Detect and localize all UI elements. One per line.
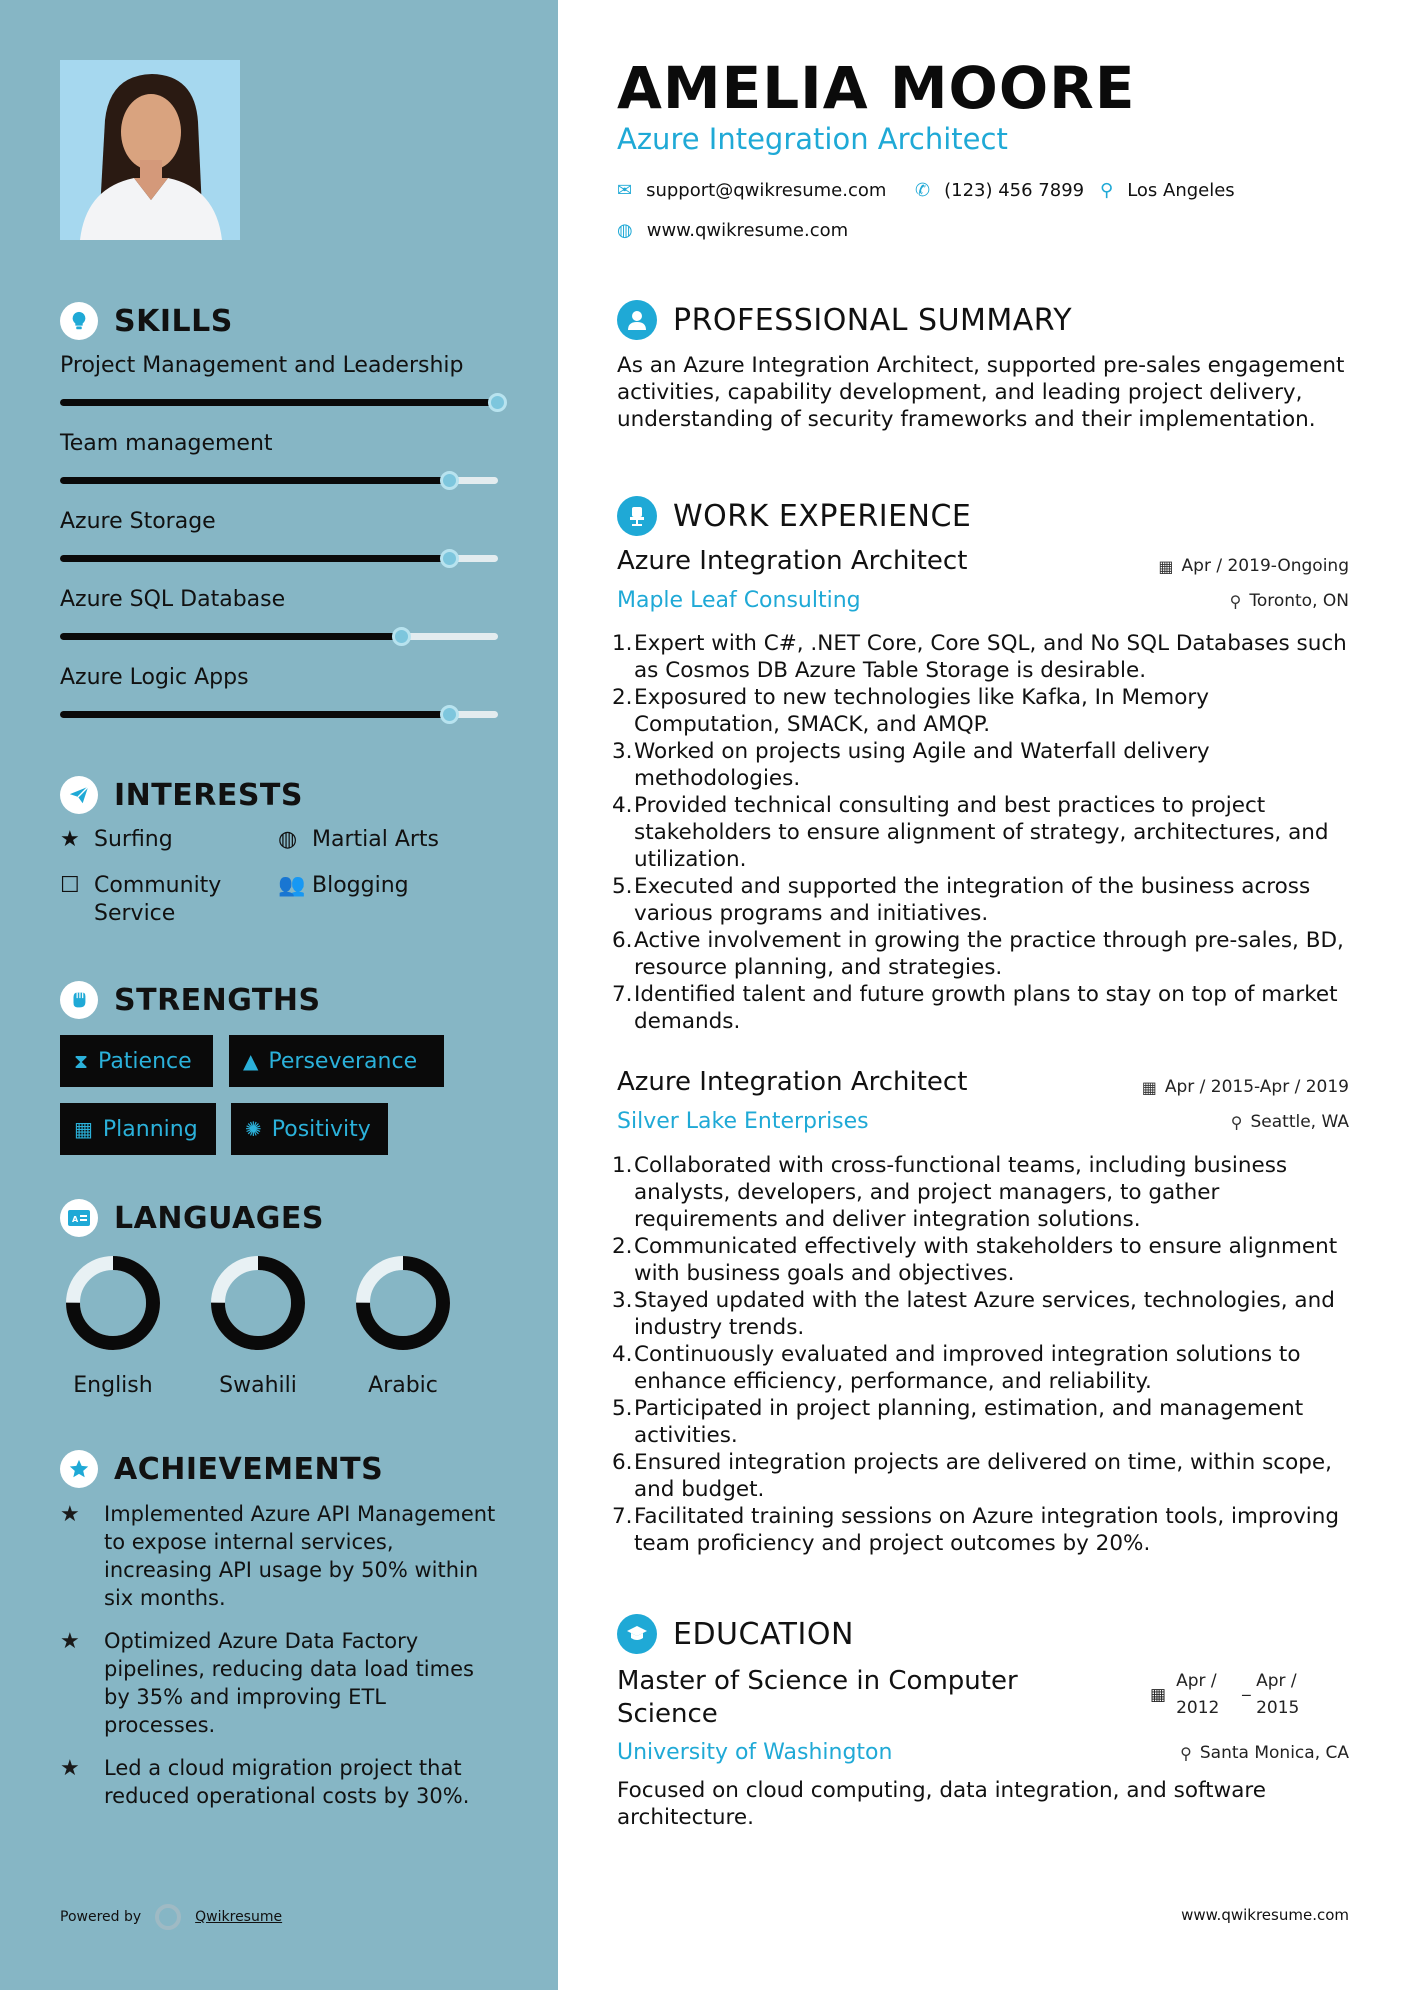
candidate-role: Azure Integration Architect	[617, 122, 1008, 156]
job-dates-text: Apr / 2019-Ongoing	[1181, 556, 1349, 576]
list-item-text: Continuously evaluated and improved integration solutions to enhance efficiency, performance, and reliability.	[634, 1342, 1301, 1394]
skills-heading	[60, 302, 233, 340]
globe-icon: ◍	[617, 220, 633, 241]
svg-text:A: A	[72, 1215, 79, 1224]
education-heading	[617, 1614, 854, 1654]
list-item-text: Exposured to new technologies like Kafka, In Memory Computation, SMACK, and AMQP.	[634, 685, 1209, 737]
skill-bar-knob	[488, 393, 507, 412]
language-card-icon	[60, 1199, 98, 1237]
skill-bar-fill	[60, 555, 450, 562]
briefcase-chair-icon	[617, 496, 657, 536]
sun-icon: ✺	[245, 1117, 262, 1141]
pin-icon: ⚲	[1229, 591, 1242, 611]
job-title: Azure Integration Architect	[617, 546, 968, 576]
list-item	[612, 684, 1347, 738]
skill-bar	[60, 555, 498, 562]
pin-icon: ⚲	[1180, 1743, 1192, 1763]
calendar-icon: ▦	[1158, 556, 1174, 576]
list-item-text: Stayed updated with the latest Azure services, technologies, and industry trends.	[634, 1288, 1335, 1340]
interest-item	[278, 826, 439, 854]
profile-photo	[60, 60, 240, 240]
powered-by	[60, 1904, 282, 1930]
shooting-star-icon: ★	[60, 1756, 80, 1781]
summary-text: As an Azure Integration Architect, supported pre-sales engagement activities, capability development, and leading project delivery, understanding of security frameworks and their implementation.	[617, 353, 1345, 432]
skill-name: Azure SQL Database	[60, 587, 286, 612]
interest-label: Martial Arts	[312, 827, 440, 852]
education-title: EDUCATION	[673, 1616, 854, 1652]
calendar-icon: ▦	[74, 1117, 93, 1141]
list-item	[612, 630, 1347, 684]
interest-item	[60, 826, 173, 854]
interests-heading	[60, 776, 303, 814]
language-label: English	[73, 1373, 153, 1398]
interest-label: Surfing	[94, 827, 173, 852]
hand-icon: ☐	[60, 873, 80, 898]
language-item	[58, 1253, 168, 1398]
degree-title: Master of Science in Computer Science	[617, 1666, 1018, 1729]
skill-name: Azure Logic Apps	[60, 665, 249, 690]
strengths-heading	[60, 981, 321, 1019]
list-number: 2.	[612, 685, 633, 710]
calendar-icon: ▦	[1150, 1685, 1167, 1705]
hourglass-icon: ⧗	[74, 1049, 89, 1073]
list-number: 4.	[612, 793, 633, 818]
list-item	[612, 1287, 1347, 1341]
list-number: 2.	[612, 1234, 633, 1259]
achievement-item	[60, 1500, 500, 1612]
job-company: Silver Lake Enterprises	[617, 1109, 869, 1134]
strengths-title: STRENGTHS	[114, 982, 321, 1018]
list-item-text: Executed and supported the integration of the business across various programs and initiatives.	[634, 874, 1311, 926]
strength-badge	[60, 1103, 216, 1155]
strength-badge	[60, 1035, 213, 1087]
list-number: 4.	[612, 1342, 633, 1367]
education-location	[1180, 1743, 1349, 1763]
pin-icon: ⚲	[1230, 1112, 1243, 1132]
shooting-star-icon: ★	[60, 1629, 80, 1654]
phone-text: (123) 456 7899	[944, 180, 1085, 201]
list-item	[612, 1341, 1347, 1395]
experience-title: WORK EXPERIENCE	[673, 498, 972, 534]
strength-label: Planning	[102, 1116, 198, 1142]
job-title: Azure Integration Architect	[617, 1067, 968, 1097]
contact-location	[1100, 180, 1235, 201]
profile-photo-image	[60, 60, 240, 240]
skill-name: Team management	[60, 431, 273, 456]
date-separator: _	[1242, 1677, 1251, 1697]
skill-bar-fill	[60, 711, 450, 718]
skill-bar	[60, 711, 498, 718]
calendar-icon: ▦	[1141, 1077, 1157, 1097]
list-item-text: Active involvement in growing the practice through pre-sales, BD, resource planning, and strategies.	[634, 928, 1344, 980]
interest-label: Blogging	[312, 873, 409, 898]
envelope-icon: ✉	[617, 180, 633, 201]
list-number: 3.	[612, 1288, 633, 1313]
user-icon	[617, 300, 657, 340]
skill-bar-knob	[440, 705, 459, 724]
qwikresume-link[interactable]: Qwikresume	[195, 1909, 283, 1925]
skills-title: SKILLS	[114, 303, 233, 339]
achievement-text: Optimized Azure Data Factory pipelines, reducing data load times by 35% and improving ETL processes.	[104, 1629, 474, 1737]
education-start-date: Apr / 2012	[1176, 1671, 1220, 1718]
summary-title: PROFESSIONAL SUMMARY	[673, 302, 1073, 338]
achievement-item	[60, 1754, 500, 1810]
sidebar	[0, 0, 558, 1990]
list-number: 1.	[612, 1153, 633, 1178]
email-text: support@qwikresume.com	[646, 180, 887, 201]
experience-heading	[617, 496, 971, 536]
education-location-text: Santa Monica, CA	[1199, 1743, 1349, 1763]
list-item	[612, 981, 1347, 1035]
list-item	[612, 873, 1347, 927]
footer-website[interactable]: www.qwikresume.com	[1181, 1906, 1349, 1924]
achievement-text: Led a cloud migration project that reduced operational costs by 30%.	[104, 1756, 470, 1808]
list-number: 7.	[612, 1504, 633, 1529]
interest-item	[60, 872, 260, 928]
job-bullets	[612, 1152, 1347, 1557]
language-level-ring	[208, 1253, 308, 1353]
skill-bar-fill	[60, 399, 498, 406]
achievements-heading	[60, 1450, 383, 1488]
skill-bar-fill	[60, 477, 450, 484]
education-end-date: Apr / 2015	[1256, 1671, 1300, 1718]
language-level-ring	[63, 1253, 163, 1353]
school-name: University of Washington	[617, 1740, 893, 1765]
list-item	[612, 927, 1347, 981]
achievements-title: ACHIEVEMENTS	[114, 1451, 384, 1487]
list-item-text: Facilitated training sessions on Azure integration tools, improving team proficiency and project outcomes by 20%.	[634, 1504, 1340, 1556]
language-label: Arabic	[368, 1373, 438, 1398]
list-number: 5.	[612, 1396, 633, 1421]
users-icon: 👥	[278, 873, 306, 898]
list-item	[612, 1233, 1347, 1287]
phone-icon: ✆	[915, 180, 931, 201]
list-item	[612, 1152, 1347, 1233]
fist-icon	[60, 981, 98, 1019]
list-number: 6.	[612, 1450, 633, 1475]
language-label: Swahili	[219, 1373, 297, 1398]
education-description: Focused on cloud computing, data integration, and software architecture.	[617, 1778, 1266, 1830]
skill-bar-fill	[60, 633, 402, 640]
list-item	[612, 1503, 1347, 1557]
globe-icon: ◍	[278, 827, 298, 852]
list-item	[612, 1395, 1347, 1449]
list-item-text: Provided technical consulting and best practices to project stakeholders to ensure alignment of strategy, architectures, and utilization.	[634, 793, 1329, 872]
skill-bar	[60, 477, 498, 484]
achievement-text: Implemented Azure API Management to expose internal services, increasing API usage by 50% within six months.	[104, 1502, 496, 1610]
star-badge-icon	[60, 1450, 98, 1488]
skill-name: Azure Storage	[60, 509, 216, 534]
skill-bar-knob	[440, 471, 459, 490]
strength-badge	[231, 1103, 388, 1155]
list-number: 6.	[612, 928, 633, 953]
language-item	[203, 1253, 313, 1398]
skill-bar-knob	[392, 627, 411, 646]
contact-phone[interactable]	[915, 180, 1084, 201]
map-pin-icon: ⚲	[1100, 180, 1114, 201]
list-number: 1.	[612, 631, 633, 656]
summary-heading	[617, 300, 1072, 340]
interest-item	[278, 872, 409, 900]
strength-label: Perseverance	[268, 1048, 418, 1074]
skill-name: Project Management and Leadership	[60, 353, 464, 378]
powered-by-label: Powered by	[60, 1909, 142, 1925]
education-dates	[1150, 1668, 1312, 1722]
job-company: Maple Leaf Consulting	[617, 588, 861, 613]
list-item	[612, 738, 1347, 792]
list-item	[612, 792, 1347, 873]
list-item	[612, 1449, 1347, 1503]
list-number: 3.	[612, 739, 633, 764]
language-level-ring	[353, 1253, 453, 1353]
achievement-item	[60, 1627, 500, 1739]
strength-badge	[229, 1035, 444, 1087]
language-item	[348, 1253, 458, 1398]
paper-plane-icon	[60, 776, 98, 814]
job-dates-text: Apr / 2015-Apr / 2019	[1164, 1077, 1349, 1097]
qwikresume-logo-icon	[155, 1904, 181, 1930]
website-text: www.qwikresume.com	[646, 220, 849, 241]
list-item-text: Expert with C#, .NET Core, Core SQL, and No SQL Databases such as Cosmos DB Azure Table Storage is desirable.	[634, 631, 1347, 683]
list-number: 5.	[612, 874, 633, 899]
shooting-star-icon: ★	[60, 1502, 80, 1527]
skill-bar-knob	[440, 549, 459, 568]
skill-bar	[60, 399, 498, 406]
candidate-name: AMELIA MOORE	[617, 54, 1136, 122]
star-icon: ★	[60, 827, 80, 852]
list-item-text: Participated in project planning, estimation, and management activities.	[634, 1396, 1304, 1448]
lightbulb-icon	[60, 302, 98, 340]
location-text: Los Angeles	[1127, 180, 1235, 201]
list-item-text: Collaborated with cross-functional teams, including business analysts, developers, and project managers, to gather requirements and deliver integration solutions.	[634, 1153, 1288, 1232]
languages-title: LANGUAGES	[114, 1200, 324, 1236]
road-icon: ▲	[243, 1049, 259, 1073]
job-dates	[1142, 1077, 1349, 1097]
job-location	[1231, 1112, 1349, 1132]
skill-bar	[60, 633, 498, 640]
interest-label: Community Service	[94, 873, 222, 926]
list-number: 7.	[612, 982, 633, 1007]
job-location	[1230, 591, 1349, 611]
list-item-text: Communicated effectively with stakeholders to ensure alignment with business goals and objectives.	[634, 1234, 1338, 1286]
job-bullets	[612, 630, 1347, 1035]
job-location-text: Toronto, ON	[1249, 591, 1349, 611]
contact-website[interactable]	[617, 220, 848, 241]
languages-heading	[60, 1199, 324, 1237]
contact-email[interactable]	[617, 180, 886, 201]
job-location-text: Seattle, WA	[1250, 1112, 1349, 1132]
job-dates	[1158, 556, 1349, 576]
graduation-icon	[617, 1614, 657, 1654]
interests-title: INTERESTS	[114, 777, 303, 813]
list-item-text: Identified talent and future growth plans to stay on top of market demands.	[634, 982, 1338, 1034]
strength-label: Patience	[98, 1048, 192, 1074]
strength-label: Positivity	[271, 1116, 371, 1142]
list-item-text: Ensured integration projects are delivered on time, within scope, and budget.	[634, 1450, 1332, 1502]
list-item-text: Worked on projects using Agile and Waterfall delivery methodologies.	[634, 739, 1210, 791]
